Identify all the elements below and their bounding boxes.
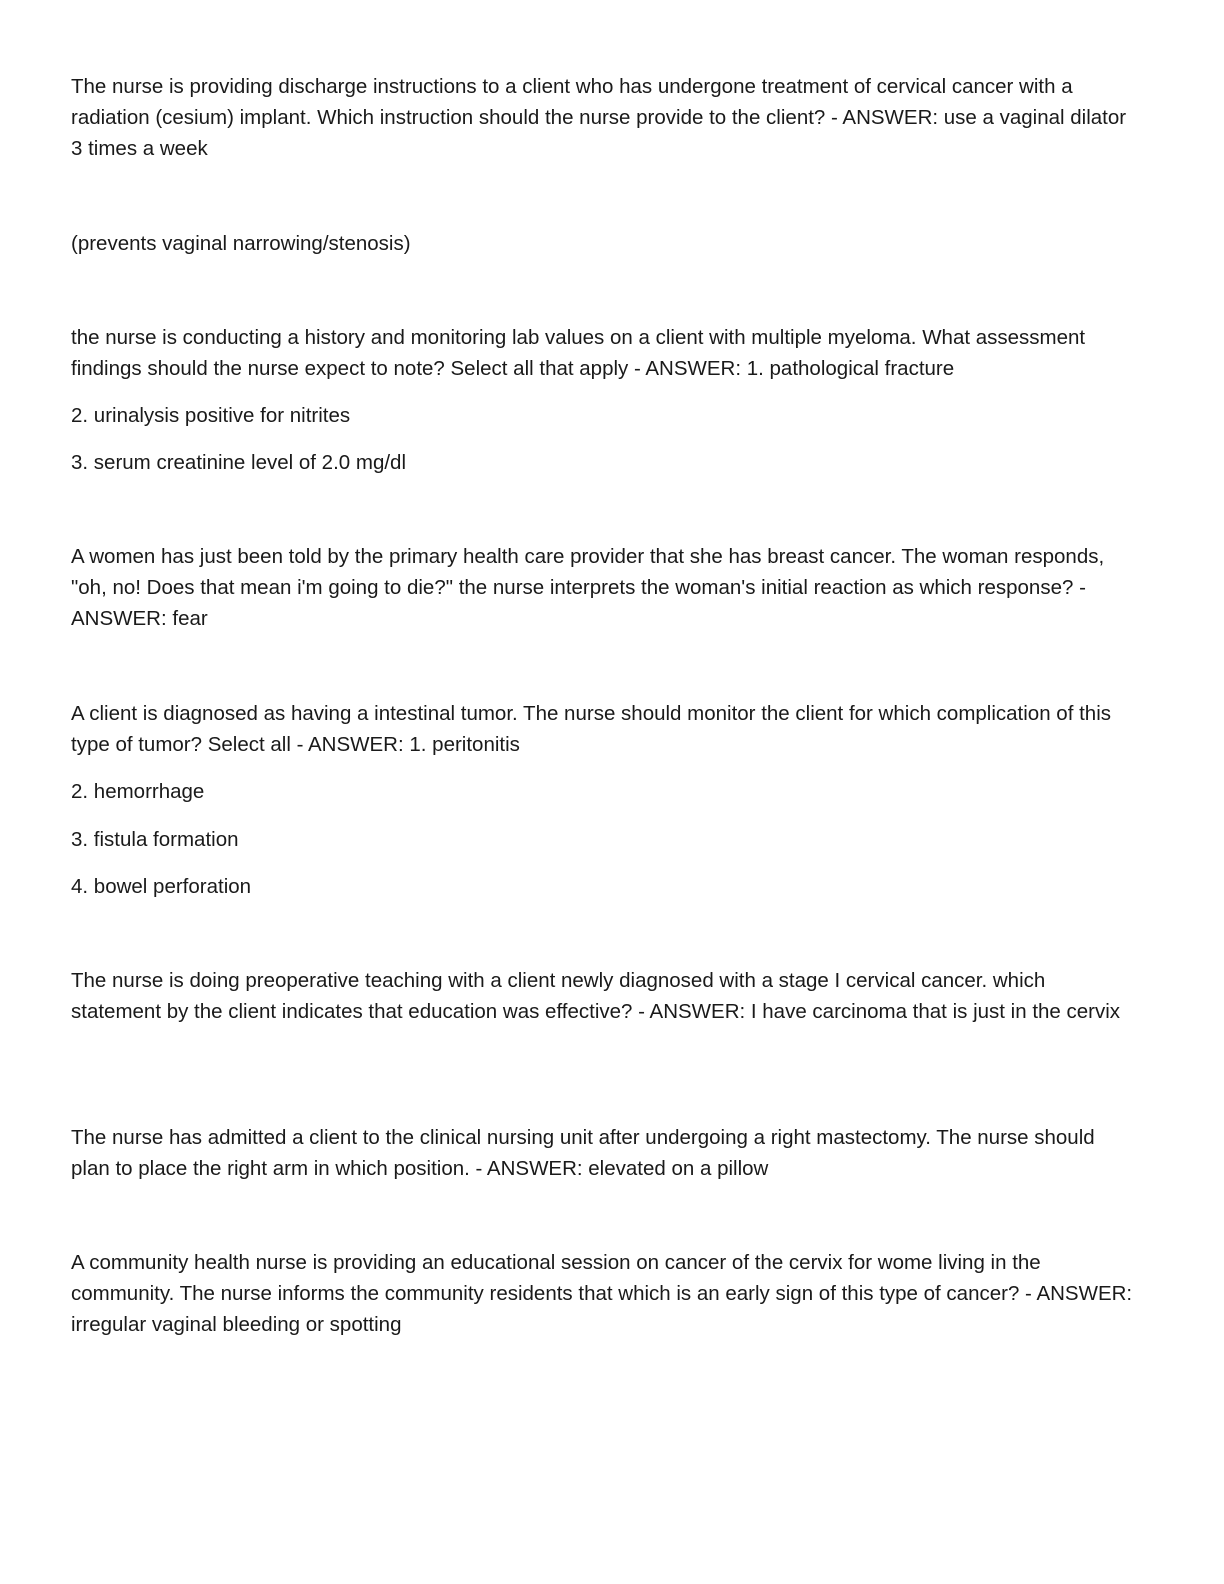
q1-question: The nurse is providing discharge instructions to a client who has undergone treatment of cervical cancer with a radiation (cesium) implant. Which instruction should the nurse provide to the client? - ANSWER: use a vaginal dilator 3 times a week [71, 75, 1127, 160]
q3-question: A women has just been told by the primary health care provider that she has breast cancer. The woman responds, "oh, no! Does that mean i'm going to die?" the nurse interprets the woman's initial reaction as which response? - ANSWER: fear [71, 545, 1105, 630]
q4-question: A client is diagnosed as having a intestinal tumor. The nurse should monitor the client for which complication of this type of tumor? Select all - ANSWER: 1. peritonitis [71, 702, 1111, 756]
q7-question: A community health nurse is providing an educational session on cancer of the cervix for wome living in the community. The nurse informs the community residents that which is an early sign of this type of cancer? - ANSWER: irregular vaginal bleeding or spotting [71, 1251, 1133, 1336]
q4-answer-2: 2. hemorrhage [71, 780, 205, 803]
q5-question: The nurse is doing preoperative teaching with a client newly diagnosed with a stage I cervical cancer. which statement by the client indicates that education was effective? - ANSWER: I have carcinoma that is just in the cervix [71, 969, 1121, 1023]
q1-note: (prevents vaginal narrowing/stenosis) [71, 232, 411, 255]
q6-question: The nurse has admitted a client to the clinical nursing unit after undergoing a right mastectomy. The nurse should plan to place the right arm in which position. - ANSWER: elevated on a pillow [71, 1126, 1095, 1180]
q2-question: the nurse is conducting a history and monitoring lab values on a client with multiple myeloma. What assessment findings should the nurse expect to note? Select all that apply - ANSWER: 1. pathological fracture [71, 326, 1086, 380]
q4-answer-3: 3. fistula formation [71, 828, 239, 851]
q2-answer-3: 3. serum creatinine level of 2.0 mg/dl [71, 451, 406, 474]
q2-answer-2: 2. urinalysis positive for nitrites [71, 404, 351, 427]
q4-answer-4: 4. bowel perforation [71, 875, 252, 898]
